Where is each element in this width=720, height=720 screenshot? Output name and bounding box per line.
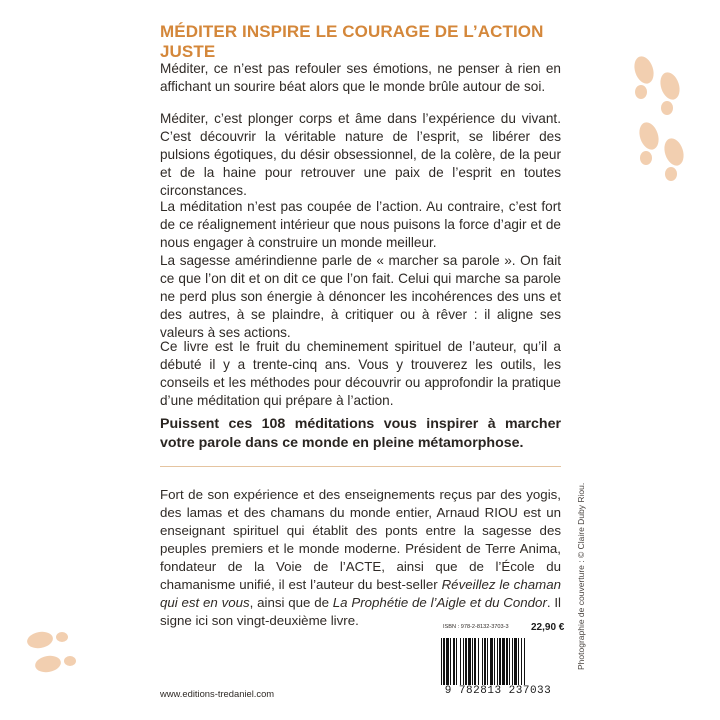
isbn: ISBN : 978-2-8132-3703-3 <box>443 624 509 630</box>
paragraph: Méditer, ce n’est pas refouler ses émotions, ne penser à rien en affichant un sourire béat alors que le monde brûle autour de soi. <box>160 61 561 94</box>
price: 22,90 € <box>531 622 565 633</box>
photo-credit-text: Photographie de couverture : © Claire Duby Riou. <box>576 482 586 670</box>
barcode-digits: 9 782813 237033 <box>437 685 559 697</box>
bio-text: est un enseignant spirituel qui établit des ponts entre la sagesse des peuples premiers et le monde moderne. Président de Terre Anima, fondateur de la Voie de l’ACTE, ainsi que de l’École du chamanisme unifié, il est l’auteur du best-seller <box>160 505 561 592</box>
footprints-icon <box>24 622 96 682</box>
isbn-row <box>437 622 565 636</box>
highlight-quote: Puissent ces 108 méditations vous inspirer à marcher votre parole dans ce monde en pleine métamorphose. <box>160 416 561 451</box>
paragraph: Méditer, c’est plonger corps et âme dans l’expérience du vivant. C’est découvrir la véritable nature de l’esprit, se libérer des pulsions égotiques, du désir obsessionnel, de la colère, de la peur et de la haine pour retrouver une paix de l’esprit en toutes circonstances. <box>160 111 561 198</box>
bio-text: Fort de son expérience et des enseignements reçus par des yogis, des lamas et des chamans du monde entier, <box>160 487 561 520</box>
author-bio <box>160 486 561 630</box>
divider <box>160 466 561 467</box>
paragraph: La sagesse amérindienne parle de « marcher sa parole ». On fait ce que l’on dit et on dit ce que l’on fait. Celui qui marche sa parole ne perd plus son énergie à dénoncer les incohérences des uns et des autres, à se plaindre, à critiquer ou à rêver : il aligne ses valeurs à ses actions. <box>160 253 561 340</box>
bio-text: , ainsi que de <box>249 595 333 610</box>
book-title: Réveillez le chaman qui est en vous <box>160 577 561 610</box>
footprints-icon <box>628 48 692 198</box>
book-title: La Prophétie de l’Aigle et du Condor <box>332 595 547 610</box>
author-name: Arnaud RIOU <box>436 505 518 520</box>
website-url: www.editions-tredaniel.com <box>160 688 275 699</box>
photo-credit <box>576 482 588 670</box>
paragraph: Ce livre est le fruit du cheminement spirituel de l’auteur, qu’il a débuté il y a trente-cinq ans. Vous y trouverez les outils, les conseils et les méthodes pour découvrir ou approfondir la pratique d’une méditation qui prépare à l’action. <box>160 339 561 408</box>
paragraph: La méditation n’est pas coupée de l’action. Au contraire, c’est fort de ce réalignement intérieur que nous puisons la force d’agir et de nous engager à construire un monde meilleur. <box>160 199 561 250</box>
page-title: MÉDITER INSPIRE LE COURAGE DE L’ACTION JUSTE <box>160 22 544 61</box>
bio-text: . Il signe ici son vingt-deuxième livre. <box>160 595 561 628</box>
